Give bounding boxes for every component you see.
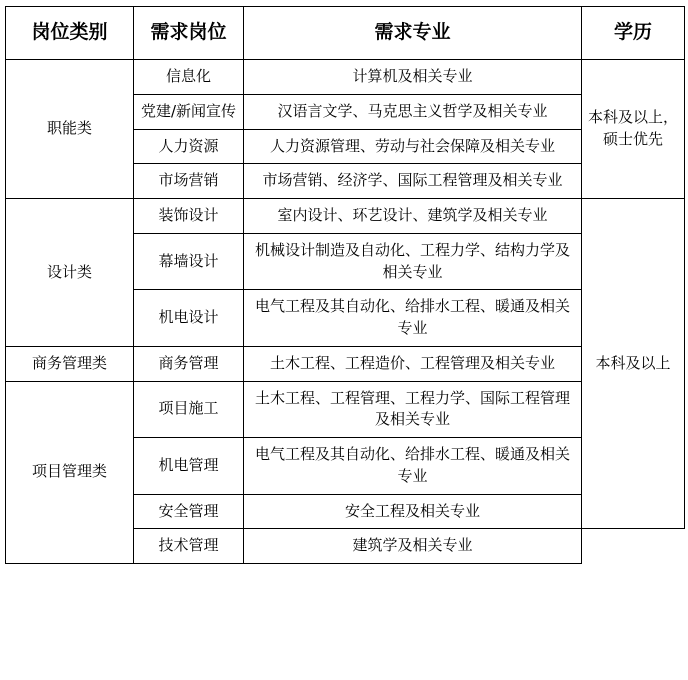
cell-major: 土木工程、工程管理、工程力学、国际工程管理及相关专业: [244, 381, 582, 438]
cell-major: 机械设计制造及自动化、工程力学、结构力学及相关专业: [244, 233, 582, 290]
cell-position: 信息化: [134, 60, 244, 95]
cell-position: 机电设计: [134, 290, 244, 347]
table-row: [6, 199, 685, 234]
cell-education: 本科及以上: [582, 199, 685, 529]
cell-major: 人力资源管理、劳动与社会保障及相关专业: [244, 129, 582, 164]
cell-major: 电气工程及其自动化、给排水工程、暖通及相关专业: [244, 290, 582, 347]
cell-major: 计算机及相关专业: [244, 60, 582, 95]
cell-education: 本科及以上，硕士优先: [582, 60, 685, 199]
cell-category: 设计类: [6, 199, 134, 347]
cell-category: 项目管理类: [6, 381, 134, 564]
table-body: [6, 60, 685, 564]
table-header-row: [6, 7, 685, 60]
cell-position: 项目施工: [134, 381, 244, 438]
header-major: 需求专业: [244, 7, 582, 60]
cell-major: 建筑学及相关专业: [244, 529, 582, 564]
cell-category: 商务管理类: [6, 346, 134, 381]
cell-position: 安全管理: [134, 494, 244, 529]
header-position: 需求岗位: [134, 7, 244, 60]
cell-position: 人力资源: [134, 129, 244, 164]
cell-position: 党建/新闻宣传: [134, 94, 244, 129]
job-requirements-table: [5, 6, 685, 564]
cell-category: 职能类: [6, 60, 134, 199]
cell-major: 土木工程、工程造价、工程管理及相关专业: [244, 346, 582, 381]
cell-position: 技术管理: [134, 529, 244, 564]
cell-major: 室内设计、环艺设计、建筑学及相关专业: [244, 199, 582, 234]
header-category: 岗位类别: [6, 7, 134, 60]
header-education: 学历: [582, 7, 685, 60]
cell-major: 市场营销、经济学、国际工程管理及相关专业: [244, 164, 582, 199]
cell-position: 机电管理: [134, 438, 244, 495]
cell-major: 安全工程及相关专业: [244, 494, 582, 529]
cell-major: 汉语言文学、马克思主义哲学及相关专业: [244, 94, 582, 129]
cell-position: 商务管理: [134, 346, 244, 381]
cell-major: 电气工程及其自动化、给排水工程、暖通及相关专业: [244, 438, 582, 495]
cell-position: 装饰设计: [134, 199, 244, 234]
cell-position: 幕墙设计: [134, 233, 244, 290]
table-row: [6, 60, 685, 95]
cell-position: 市场营销: [134, 164, 244, 199]
